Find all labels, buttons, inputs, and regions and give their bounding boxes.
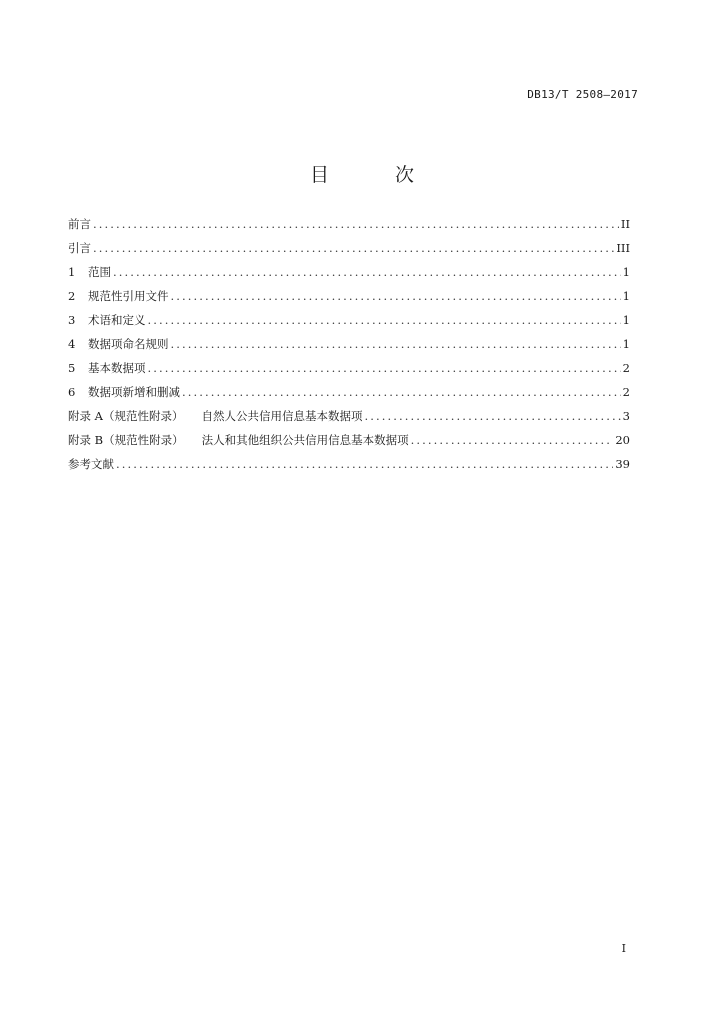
toc-entry-page: 3: [622, 409, 630, 423]
toc-leader: [116, 457, 613, 471]
toc-leader: [182, 385, 621, 399]
toc-entry-number: 6: [68, 385, 76, 399]
toc-entry-label: 参考文献: [68, 457, 114, 471]
toc-entry-page: 1: [622, 313, 630, 327]
toc-leader: [148, 313, 621, 327]
table-of-contents: [68, 216, 630, 480]
toc-entry-page: 39: [615, 457, 630, 471]
toc-entry-label: 范围: [88, 265, 111, 279]
toc-entry-introduction[interactable]: [68, 240, 630, 264]
toc-leader: [411, 433, 614, 447]
toc-leader: [148, 361, 621, 375]
toc-entry-page: 2: [622, 361, 630, 375]
toc-entry-foreword[interactable]: [68, 216, 630, 240]
toc-entry-naming-rules[interactable]: [68, 336, 630, 360]
toc-entry-label: 数据项新增和删减: [88, 385, 180, 399]
toc-entry-page: III: [616, 241, 630, 255]
toc-entry-appendix-prefix: 附录 B（规范性附录）: [68, 433, 184, 447]
toc-entry-label: 引言: [68, 241, 91, 255]
toc-entry-page: 20: [615, 433, 630, 447]
toc-entry-page: 1: [622, 337, 630, 351]
toc-entry-page: 2: [622, 385, 630, 399]
toc-entry-basic-data-items[interactable]: [68, 360, 630, 384]
toc-entry-appendix-a[interactable]: [68, 408, 630, 432]
toc-entry-number: 1: [68, 265, 76, 279]
toc-entry-label: 规范性引用文件: [88, 289, 169, 303]
toc-entry-number: 4: [68, 337, 76, 351]
toc-entry-number: 3: [68, 313, 76, 327]
toc-entry-normative-references[interactable]: [68, 288, 630, 312]
toc-entry-add-remove-items[interactable]: [68, 384, 630, 408]
toc-leader: [93, 241, 614, 255]
toc-entry-scope[interactable]: [68, 264, 630, 288]
toc-entry-page: 1: [622, 265, 630, 279]
toc-leader: [113, 265, 621, 279]
toc-leader: [171, 289, 621, 303]
toc-entry-bibliography[interactable]: [68, 456, 630, 480]
toc-entry-appendix-b[interactable]: [68, 432, 630, 456]
toc-entry-page: II: [620, 217, 630, 231]
toc-entry-number: 5: [68, 361, 76, 375]
toc-entry-label: 自然人公共信用信息基本数据项: [201, 409, 363, 423]
toc-leader: [364, 409, 620, 423]
toc-entry-label: 术语和定义: [88, 313, 146, 327]
page-number: I: [621, 942, 626, 955]
toc-entry-terms-definitions[interactable]: [68, 312, 630, 336]
toc-entry-appendix-prefix: 附录 A（规范性附录）: [68, 409, 184, 423]
toc-entry-label: 法人和其他组织公共信用信息基本数据项: [201, 433, 409, 447]
toc-leader: [171, 337, 621, 351]
standard-code: DB13/T 2508—2017: [527, 88, 638, 101]
toc-entry-label: 数据项命名规则: [88, 337, 169, 351]
toc-entry-number: 2: [68, 289, 76, 303]
toc-entry-label: 前言: [68, 217, 91, 231]
toc-title: 目 次: [309, 164, 445, 186]
toc-entry-page: 1: [622, 289, 630, 303]
toc-leader: [93, 217, 619, 231]
toc-entry-label: 基本数据项: [88, 361, 146, 375]
